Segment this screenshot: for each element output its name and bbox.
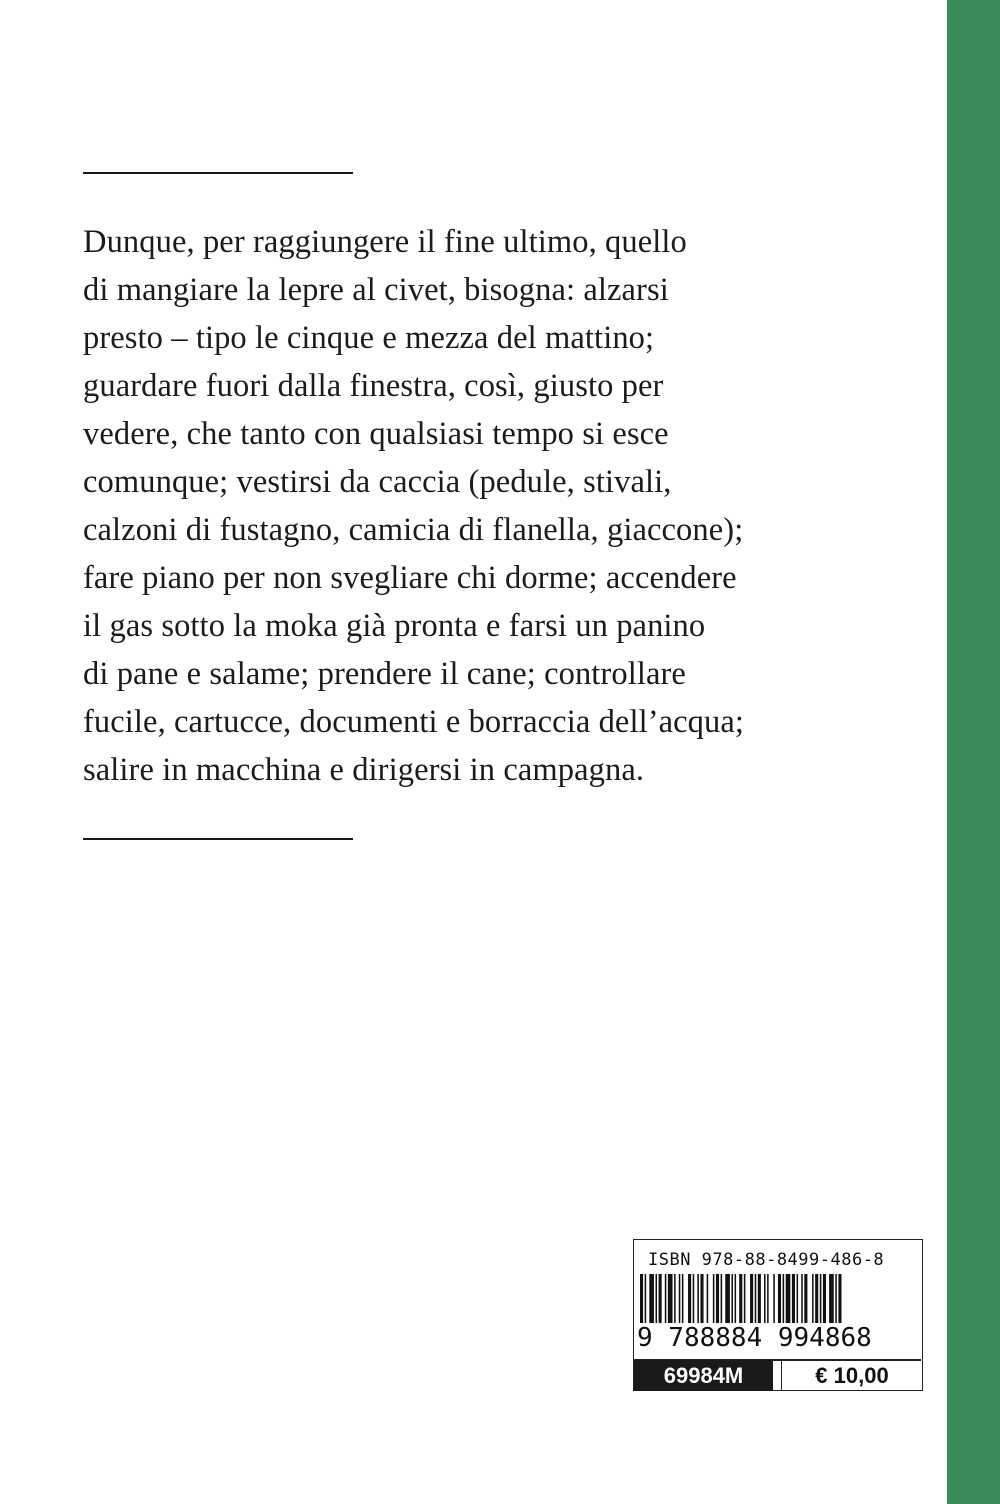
excerpt-line: di pane e salame; prendere il cane; controllare	[83, 656, 686, 692]
green-spine-band	[947, 0, 1000, 1504]
excerpt-line: salire in macchina e dirigersi in campagna.	[83, 752, 645, 788]
excerpt-line: comunque; vestirsi da caccia (pedule, stivali,	[83, 464, 672, 500]
excerpt-line: calzoni di fustagno, camicia di flanella, giaccone);	[83, 512, 744, 548]
excerpt-line: guardare fuori dalla finestra, così, giusto per	[83, 368, 664, 404]
excerpt-line: Dunque, per raggiungere il fine ultimo, quello	[83, 224, 687, 260]
top-divider-rule	[83, 172, 353, 174]
ean-digits: 9 788884 994868	[637, 1323, 872, 1353]
excerpt-line: il gas sotto la moka già pronta e farsi un panino	[83, 608, 706, 644]
back-cover-excerpt	[83, 218, 823, 794]
product-code: 69984M	[634, 1360, 773, 1391]
excerpt-line: fucile, cartucce, documenti e borraccia dell’acqua;	[83, 704, 745, 740]
excerpt-line: fare piano per non svegliare chi dorme; accendere	[83, 560, 737, 596]
excerpt-line: vedere, che tanto con qualsiasi tempo si esce	[83, 416, 669, 452]
isbn-number: ISBN 978-88-8499-486-8	[648, 1250, 885, 1270]
excerpt-line: di mangiare la lepre al civet, bisogna: alzarsi	[83, 272, 669, 308]
bottom-divider-rule	[83, 838, 353, 840]
price-label: € 10,00	[781, 1360, 922, 1391]
excerpt-line: presto – tipo le cinque e mezza del mattino;	[83, 320, 655, 356]
barcode-label	[633, 1239, 923, 1391]
